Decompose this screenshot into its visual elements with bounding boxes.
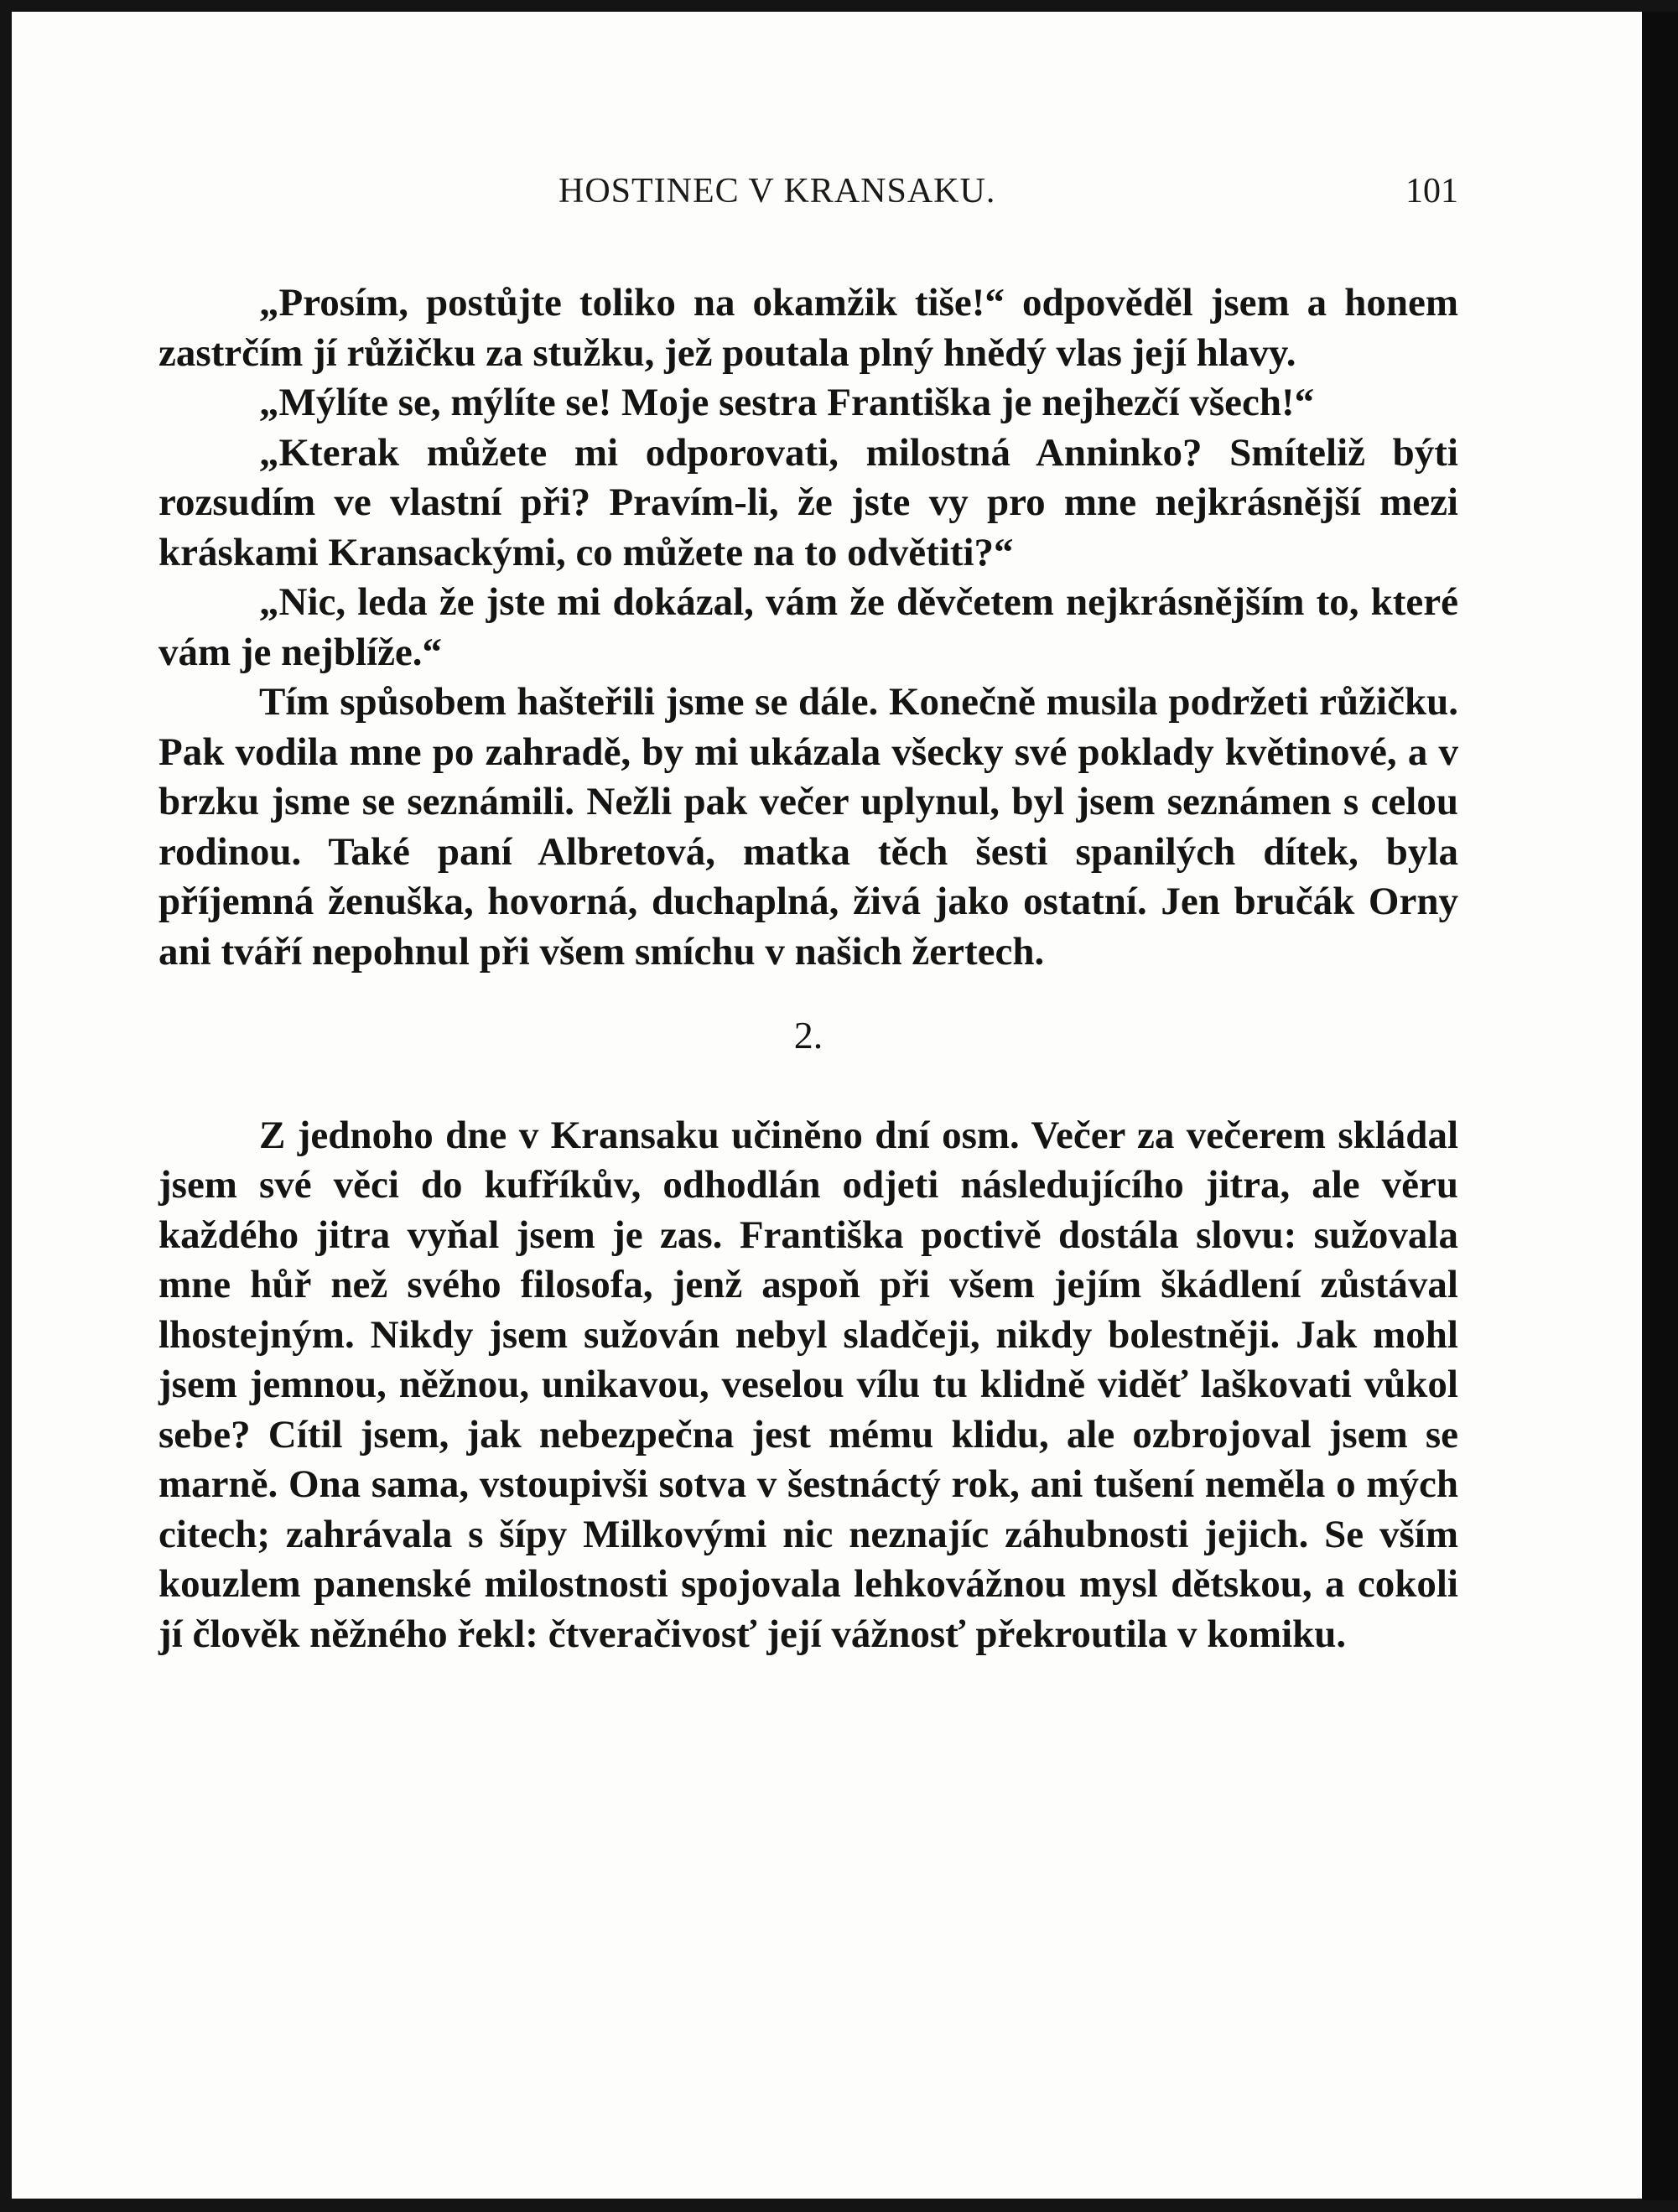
- body-text: [158, 278, 1458, 1659]
- book-page: [12, 12, 1642, 2199]
- paragraph: „Mýlíte se, mýlíte se! Moje sestra Františka je nejhezčí všech!“: [259, 381, 1315, 424]
- paragraph: Tím spůsobem hašteřili jsme se dále. Konečně musila podržeti růžičku. Pak vodila mne po zahradě, by mi ukázala všecky své poklady květinové, a v brzku jsme se seznámili. Nežli pak večer uplynul, byl jsem seznámen s celou rodinou. Také paní Albretová, matka těch šesti spanilých dítek, byla příjemná ženuška, hovorná, duchaplná, živá jako ostatní. Jen bručák Orny ani tváří nepohnul při všem smíchu v našich žertech.: [158, 680, 1458, 974]
- section-number: 2.: [793, 1014, 823, 1057]
- paragraph: „Kterak můžete mi odporovati, milostná Anninko? Smíteliž býti rozsudím ve vlastní při? Pravím-li, že jste vy pro mne nejkrásnější mezi kráskami Kransackými, co můžete na to odvětiti?“: [158, 430, 1458, 574]
- page-header: [158, 171, 1458, 221]
- paragraph: „Nic, leda že jste mi dokázal, vám že děvčetem nejkrásnějším to, které vám je nejblíže.“: [158, 580, 1458, 674]
- running-title: HOSTINEC V KRANSAKU.: [558, 172, 996, 210]
- scan-border: [1642, 12, 1678, 2200]
- page-number: 101: [1405, 172, 1458, 210]
- paragraph: „Prosím, postůjte toliko na okamžik tiše!“ odpověděl jsem a honem zastrčím jí růžičku za stužku, jež poutala plný hnědý vlas její hlavy.: [158, 281, 1458, 375]
- paragraph: Z jednoho dne v Kransaku učiněno dní osm. Večer za večerem skládal jsem své věci do kufříkův, odhodlán odjeti následujícího jitra, ale věru každého jitra vyňal jsem je zas. Františka poctivě dostála slovu: sužovala mne hůř než svého filosofa, jenž aspoň při všem jejím škádlení zůstával lhostejným. Nikdy jsem sužován nebyl sladčeji, nikdy bolestněji. Jak mohl jsem jemnou, něžnou, unikavou, veselou vílu tu klidně viděť laškovati vůkol sebe? Cítil jsem, jak nebezpečna jest mému klidu, ale ozbrojoval jsem se marně. Ona sama, vstoupivši sotva v šestnáctý rok, ani tušení neměla o mých citech; zahrávala s šípy Milkovými nic neznajíc záhubnosti jejich. Se vším kouzlem panenské milostnosti spojovala lehkovážnou mysl dětskou, a cokoli jí člověk něžného řekl: čtveračivosť její vážnosť překroutila v komiku.: [158, 1113, 1458, 1656]
